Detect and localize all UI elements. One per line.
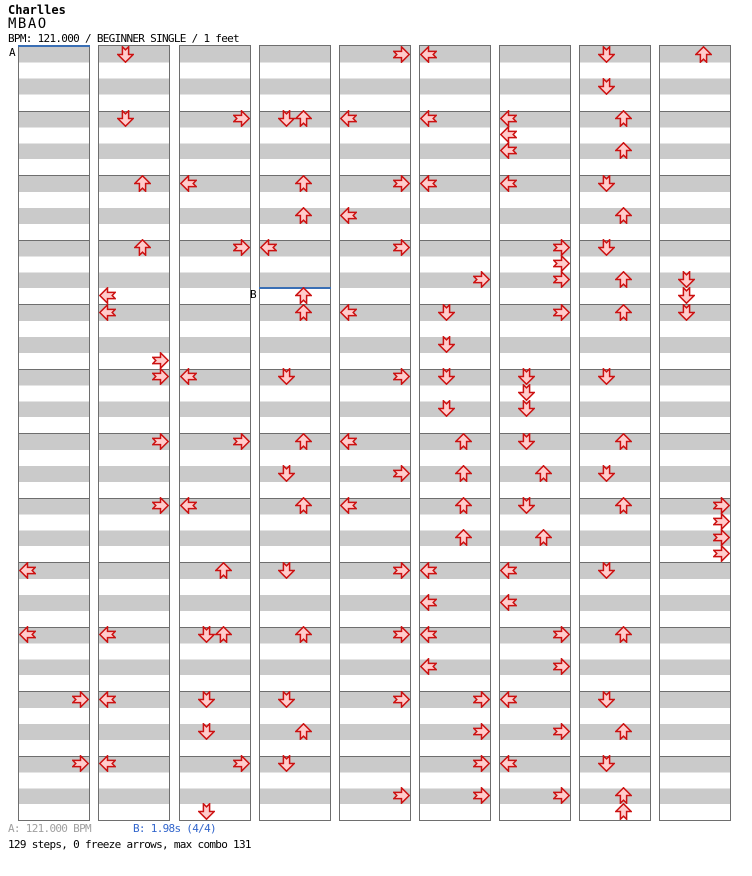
measure-block xyxy=(19,369,89,434)
measure-block xyxy=(99,46,169,111)
arrow-left-icon xyxy=(260,239,277,256)
arrow-down-icon xyxy=(598,691,615,708)
measure-block xyxy=(500,46,570,111)
arrow-right-icon xyxy=(152,433,169,450)
arrow-down-icon xyxy=(278,465,295,482)
measure-block xyxy=(260,46,330,111)
arrow-right-icon xyxy=(553,787,570,804)
measure-block xyxy=(660,756,730,821)
arrow-right-icon xyxy=(393,465,410,482)
marker-a-info: A: 121.000 BPM xyxy=(8,822,91,835)
arrow-down-icon xyxy=(278,755,295,772)
arrow-right-icon xyxy=(393,175,410,192)
measure-block xyxy=(660,111,730,176)
arrow-up-icon xyxy=(455,433,472,450)
arrow-up-icon xyxy=(615,304,632,321)
arrow-down-icon xyxy=(278,562,295,579)
chart-summary: 129 steps, 0 freeze arrows, max combo 131 xyxy=(8,838,251,851)
arrow-up-icon xyxy=(134,239,151,256)
marker-b-label: B xyxy=(250,287,257,301)
arrow-up-icon xyxy=(615,497,632,514)
measure-block xyxy=(180,304,250,369)
arrow-down-icon xyxy=(598,78,615,95)
arrow-up-icon xyxy=(134,175,151,192)
arrow-left-icon xyxy=(340,433,357,450)
measure-block xyxy=(660,240,730,305)
arrow-left-icon xyxy=(420,46,437,63)
arrow-right-icon xyxy=(233,755,250,772)
arrow-down-icon xyxy=(598,175,615,192)
measure-block xyxy=(19,46,89,111)
arrow-up-icon xyxy=(295,497,312,514)
arrow-up-icon xyxy=(615,433,632,450)
arrow-up-icon xyxy=(455,529,472,546)
measure-block xyxy=(180,691,250,756)
arrow-left-icon xyxy=(500,562,517,579)
arrow-left-icon xyxy=(420,175,437,192)
arrow-right-icon xyxy=(473,787,490,804)
arrow-up-icon xyxy=(295,626,312,643)
arrow-up-icon xyxy=(615,142,632,159)
arrow-left-icon xyxy=(500,691,517,708)
chart-title: Charlles xyxy=(8,3,66,17)
arrow-up-icon xyxy=(615,626,632,643)
arrow-down-icon xyxy=(598,755,615,772)
arrow-up-icon xyxy=(615,787,632,804)
arrow-down-icon xyxy=(438,368,455,385)
arrow-right-icon xyxy=(473,691,490,708)
arrow-down-icon xyxy=(518,368,535,385)
arrow-right-icon xyxy=(553,271,570,288)
arrow-right-icon xyxy=(393,626,410,643)
measure-block xyxy=(19,175,89,240)
arrow-down-icon xyxy=(198,626,215,643)
arrow-up-icon xyxy=(295,175,312,192)
arrow-left-icon xyxy=(420,594,437,611)
arrow-left-icon xyxy=(340,207,357,224)
arrow-left-icon xyxy=(500,142,517,159)
arrow-down-icon xyxy=(198,691,215,708)
arrow-right-icon xyxy=(473,723,490,740)
arrow-up-icon xyxy=(615,723,632,740)
arrow-right-icon xyxy=(713,529,730,546)
measure-block xyxy=(580,46,650,111)
arrow-right-icon xyxy=(713,497,730,514)
measure-block xyxy=(660,304,730,369)
arrow-down-icon xyxy=(598,46,615,63)
arrow-right-icon xyxy=(473,271,490,288)
arrow-up-icon xyxy=(215,626,232,643)
arrow-left-icon xyxy=(99,287,116,304)
arrow-right-icon xyxy=(553,304,570,321)
arrow-left-icon xyxy=(500,110,517,127)
arrow-down-icon xyxy=(198,803,215,820)
arrow-down-icon xyxy=(518,400,535,417)
arrow-down-icon xyxy=(598,368,615,385)
arrow-left-icon xyxy=(420,658,437,675)
arrow-left-icon xyxy=(500,594,517,611)
arrow-down-icon xyxy=(598,239,615,256)
measure-block xyxy=(660,369,730,434)
arrow-right-icon xyxy=(553,723,570,740)
arrow-right-icon xyxy=(553,239,570,256)
arrow-down-icon xyxy=(518,433,535,450)
measure-block xyxy=(19,111,89,176)
measure-block xyxy=(500,369,570,434)
measure-block xyxy=(19,240,89,305)
marker-b-info: B: 1.98s (4/4) xyxy=(133,822,216,835)
chart-meta: BPM: 121.000 / BEGINNER SINGLE / 1 feet xyxy=(8,32,239,45)
measure-block xyxy=(19,498,89,563)
arrow-down-icon xyxy=(598,465,615,482)
arrow-left-icon xyxy=(420,626,437,643)
arrow-left-icon xyxy=(500,175,517,192)
measure-block xyxy=(580,562,650,627)
arrow-left-icon xyxy=(180,175,197,192)
arrow-down-icon xyxy=(438,336,455,353)
measure-block xyxy=(580,369,650,434)
arrow-right-icon xyxy=(393,368,410,385)
arrow-down-icon xyxy=(117,110,134,127)
arrow-up-icon xyxy=(295,110,312,127)
arrow-left-icon xyxy=(99,755,116,772)
arrow-right-icon xyxy=(553,626,570,643)
arrow-right-icon xyxy=(393,562,410,579)
measure-block xyxy=(660,433,730,498)
arrow-down-icon xyxy=(278,368,295,385)
arrow-left-icon xyxy=(420,110,437,127)
arrow-right-icon xyxy=(713,545,730,562)
arrow-right-icon xyxy=(393,691,410,708)
measure-block xyxy=(260,369,330,434)
arrow-left-icon xyxy=(500,126,517,143)
arrow-down-icon xyxy=(518,497,535,514)
arrow-down-icon xyxy=(678,304,695,321)
song-name: MBAO xyxy=(8,16,48,32)
arrow-down-icon xyxy=(678,287,695,304)
arrow-down-icon xyxy=(117,46,134,63)
arrow-up-icon xyxy=(295,287,312,304)
arrow-left-icon xyxy=(180,368,197,385)
arrow-right-icon xyxy=(393,46,410,63)
arrow-right-icon xyxy=(393,787,410,804)
measure-block xyxy=(260,756,330,821)
measure-block xyxy=(260,562,330,627)
arrow-right-icon xyxy=(553,658,570,675)
arrow-right-icon xyxy=(72,691,89,708)
arrow-left-icon xyxy=(180,497,197,514)
arrow-down-icon xyxy=(278,691,295,708)
arrow-right-icon xyxy=(473,755,490,772)
measure-block xyxy=(660,562,730,627)
arrow-right-icon xyxy=(553,255,570,272)
arrow-up-icon xyxy=(695,46,712,63)
arrow-right-icon xyxy=(713,513,730,530)
arrow-down-icon xyxy=(278,110,295,127)
arrow-up-icon xyxy=(295,433,312,450)
arrow-left-icon xyxy=(500,755,517,772)
arrow-down-icon xyxy=(678,271,695,288)
arrow-right-icon xyxy=(152,497,169,514)
arrow-up-icon xyxy=(295,723,312,740)
arrow-left-icon xyxy=(99,626,116,643)
measure-block xyxy=(660,627,730,692)
measure-block xyxy=(660,175,730,240)
marker-a-label: A xyxy=(9,46,16,59)
arrow-down-icon xyxy=(198,723,215,740)
measure-block xyxy=(99,562,169,627)
arrow-right-icon xyxy=(72,755,89,772)
arrow-right-icon xyxy=(233,110,250,127)
measure-block xyxy=(19,304,89,369)
arrow-right-icon xyxy=(393,239,410,256)
arrow-right-icon xyxy=(152,352,169,369)
arrow-down-icon xyxy=(438,400,455,417)
arrow-up-icon xyxy=(615,110,632,127)
arrow-up-icon xyxy=(615,271,632,288)
arrow-left-icon xyxy=(19,626,36,643)
arrow-up-icon xyxy=(295,304,312,321)
arrow-up-icon xyxy=(455,497,472,514)
measure-column-9 xyxy=(659,45,731,821)
arrow-up-icon xyxy=(295,207,312,224)
measure-block xyxy=(19,433,89,498)
measure-block xyxy=(99,111,169,176)
arrow-up-icon xyxy=(615,207,632,224)
arrow-down-icon xyxy=(438,304,455,321)
arrow-left-icon xyxy=(340,110,357,127)
arrow-right-icon xyxy=(152,368,169,385)
arrow-up-icon xyxy=(535,529,552,546)
arrow-right-icon xyxy=(233,239,250,256)
arrow-left-icon xyxy=(340,497,357,514)
arrow-up-icon xyxy=(455,465,472,482)
arrow-left-icon xyxy=(420,562,437,579)
measure-block xyxy=(420,369,490,434)
arrow-up-icon xyxy=(615,803,632,820)
arrow-left-icon xyxy=(99,691,116,708)
arrow-left-icon xyxy=(340,304,357,321)
arrow-up-icon xyxy=(535,465,552,482)
arrow-left-icon xyxy=(19,562,36,579)
arrow-down-icon xyxy=(518,384,535,401)
arrow-left-icon xyxy=(99,304,116,321)
arrow-down-icon xyxy=(598,562,615,579)
arrow-right-icon xyxy=(233,433,250,450)
measure-block xyxy=(660,691,730,756)
marker-a-line xyxy=(18,45,90,47)
arrow-up-icon xyxy=(215,562,232,579)
measure-block xyxy=(420,304,490,369)
measure-block xyxy=(180,46,250,111)
